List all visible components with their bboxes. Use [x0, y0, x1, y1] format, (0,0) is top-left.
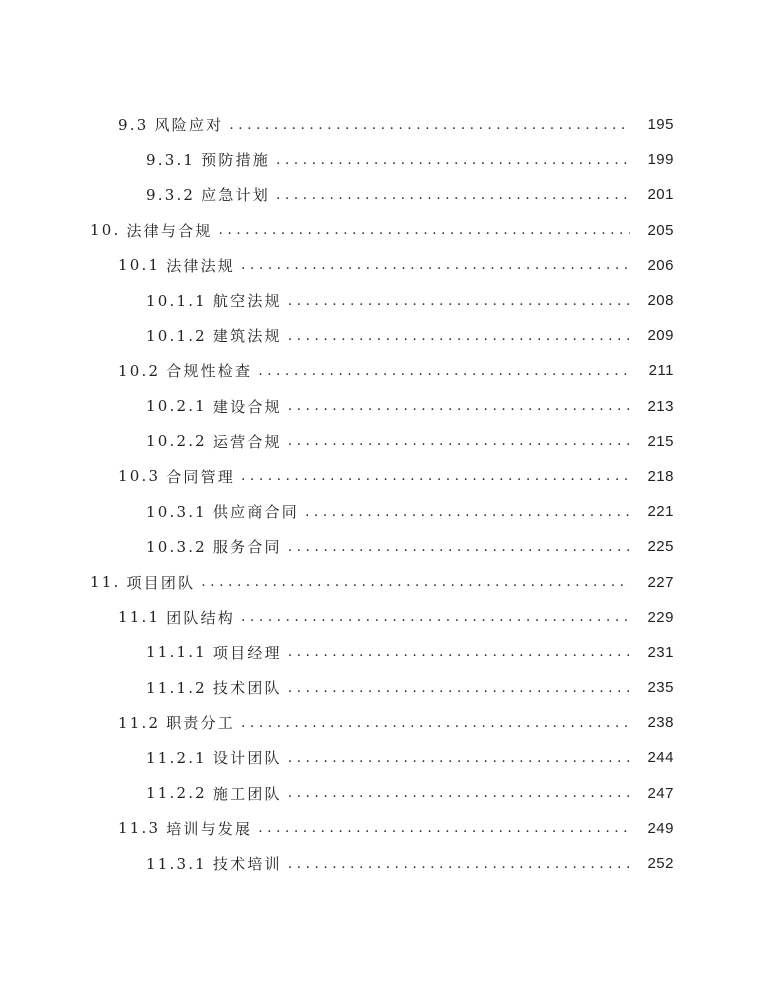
toc-dot-leader: [241, 715, 630, 731]
toc-entry[interactable]: [0, 740, 765, 775]
toc-entry-title: 服务合同: [212, 538, 282, 557]
toc-entry-number: 10.3.2: [146, 537, 207, 556]
toc-dot-leader: [258, 363, 630, 379]
toc-entry-page-number: 195: [647, 116, 674, 134]
toc-dot-leader: [241, 468, 630, 484]
toc-entry-title: 设计团队: [212, 749, 282, 768]
toc-dot-leader: [276, 152, 630, 168]
toc-entry-number: 9.3.2: [146, 185, 196, 204]
toc-entry-title: 技术培训: [212, 855, 282, 874]
toc-entry-page-number: 205: [647, 221, 674, 239]
toc-dot-leader: [288, 293, 630, 309]
toc-entry-number: 10.1.2: [146, 326, 207, 345]
toc-entry[interactable]: [0, 635, 765, 670]
toc-entry[interactable]: [0, 213, 765, 248]
toc-dot-leader: [288, 539, 630, 555]
toc-entry-title: 项目团队: [126, 573, 196, 592]
toc-entry[interactable]: [0, 459, 765, 494]
toc-entry-page-number: 252: [647, 855, 674, 873]
toc-entry-page-number: 225: [647, 538, 674, 556]
toc-entry[interactable]: [0, 846, 765, 881]
toc-dot-leader: [218, 222, 630, 238]
toc-entry[interactable]: [0, 811, 765, 846]
toc-entry-number: 9.3.1: [146, 150, 196, 169]
toc-dot-leader: [241, 257, 630, 273]
toc-dot-leader: [305, 504, 630, 520]
toc-entry[interactable]: [0, 705, 765, 740]
toc-entry[interactable]: [0, 353, 765, 388]
toc-entry-page-number: 208: [647, 292, 674, 310]
toc-entry-number: 11.1.1: [146, 643, 207, 662]
toc-dot-leader: [288, 644, 630, 660]
toc-entry[interactable]: [0, 564, 765, 599]
toc-entry-title: 合同管理: [166, 467, 236, 486]
toc-entry-page-number: 218: [647, 467, 674, 485]
toc-dot-leader: [229, 117, 630, 133]
toc-dot-leader: [288, 785, 630, 801]
toc-dot-leader: [258, 820, 630, 836]
toc-entry[interactable]: [0, 600, 765, 635]
toc-entry[interactable]: [0, 776, 765, 811]
toc-entry-number: 10.2: [118, 361, 161, 380]
toc-entry-page-number: 235: [647, 679, 674, 697]
toc-entry-title: 应急计划: [201, 186, 270, 205]
toc-entry[interactable]: [0, 389, 765, 424]
toc-entry-title: 预防措施: [201, 151, 270, 170]
toc-entry[interactable]: [0, 670, 765, 705]
toc-entry[interactable]: [0, 529, 765, 564]
toc-entry-title: 技术团队: [212, 679, 282, 698]
toc-entry-number: 11.: [90, 573, 121, 592]
toc-entry-title: 培训与发展: [166, 819, 253, 838]
toc-entry-title: 项目经理: [212, 643, 282, 662]
toc-dot-leader: [276, 187, 630, 203]
toc-entry-number: 10.2.1: [146, 397, 207, 416]
toc-entry-number: 11.2.1: [146, 748, 207, 767]
toc-entry-title: 施工团队: [212, 784, 282, 803]
toc-entry-page-number: 249: [647, 819, 674, 837]
toc-entry-page-number: 213: [647, 397, 674, 415]
toc-entry[interactable]: [0, 248, 765, 283]
toc-dot-leader: [288, 328, 630, 344]
toc-entry-number: 10.3: [118, 467, 161, 486]
toc-entry-title: 职责分工: [166, 714, 236, 733]
toc-entry-title: 运营合规: [212, 432, 282, 451]
toc-entry-page-number: 206: [647, 256, 674, 274]
toc-entry-number: 10.1.1: [146, 291, 207, 310]
toc-entry-number: 11.3.1: [146, 854, 207, 873]
toc-entry-title: 航空法规: [212, 292, 282, 311]
toc-entry-number: 9.3: [118, 115, 149, 134]
toc-entry-page-number: 227: [647, 573, 674, 591]
toc-entry[interactable]: [0, 283, 765, 318]
toc-dot-leader: [201, 574, 630, 590]
toc-dot-leader: [288, 433, 630, 449]
toc-entry-title: 团队结构: [166, 608, 236, 627]
toc-entry-page-number: 238: [647, 714, 674, 732]
toc-entry-number: 10.1: [118, 256, 161, 275]
toc-entry[interactable]: [0, 142, 765, 177]
toc-entry-number: 11.1.2: [146, 678, 207, 697]
toc-entry-title: 建筑法规: [212, 327, 282, 346]
toc-entry-page-number: 199: [647, 151, 674, 169]
toc-entry-title: 建设合规: [212, 397, 282, 416]
toc-entry-number: 11.1: [118, 608, 161, 627]
toc-dot-leader: [241, 609, 630, 625]
toc-entry[interactable]: [0, 494, 765, 529]
toc-entry-page-number: 244: [647, 749, 674, 767]
toc-entry[interactable]: [0, 318, 765, 353]
toc-dot-leader: [288, 398, 630, 414]
toc-entry-number: 11.3: [118, 819, 161, 838]
toc-entry-page-number: 229: [647, 608, 674, 626]
toc-entry-page-number: 221: [647, 503, 674, 521]
toc-entry-number: 11.2.2: [146, 784, 207, 803]
toc-entry[interactable]: [0, 424, 765, 459]
toc-entry-number: 10.2.2: [146, 432, 207, 451]
toc-entry-page-number: 211: [648, 362, 674, 380]
toc-dot-leader: [288, 856, 630, 872]
table-of-contents: [0, 107, 765, 881]
toc-entry-page-number: 215: [647, 432, 674, 450]
toc-entry-title: 供应商合同: [212, 503, 299, 522]
toc-dot-leader: [288, 680, 630, 696]
toc-entry-title: 法律与合规: [126, 221, 213, 240]
toc-entry-page-number: 231: [647, 643, 674, 661]
toc-entry-number: 10.3.1: [146, 502, 207, 521]
toc-entry-page-number: 209: [647, 327, 674, 345]
toc-entry[interactable]: [0, 177, 765, 212]
toc-entry-page-number: 247: [647, 784, 674, 802]
toc-entry-number: 11.2: [118, 713, 161, 732]
toc-entry-title: 法律法规: [166, 256, 236, 275]
toc-entry[interactable]: [0, 107, 765, 142]
toc-entry-number: 10.: [90, 221, 121, 240]
toc-entry-title: 风险应对: [154, 116, 224, 135]
toc-entry-title: 合规性检查: [166, 362, 253, 381]
toc-entry-page-number: 201: [647, 186, 674, 204]
toc-dot-leader: [288, 750, 630, 766]
